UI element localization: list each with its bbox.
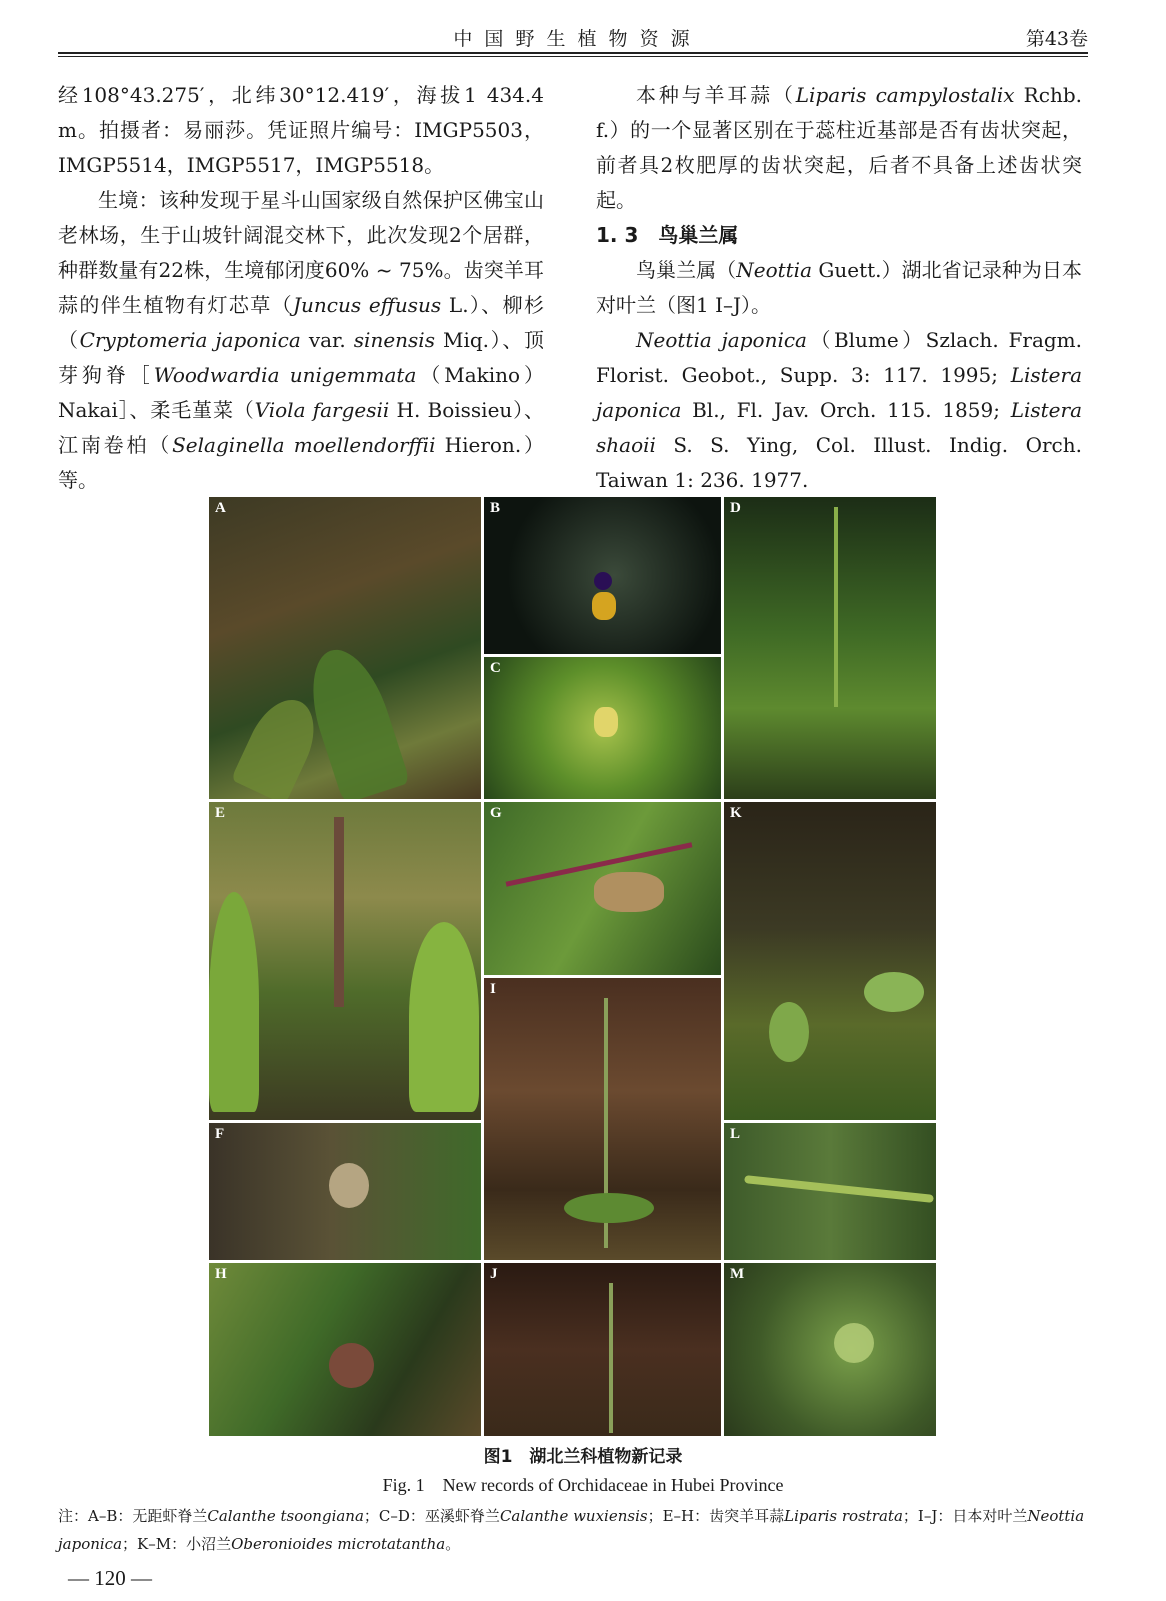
photo-panel-h: [209, 1263, 481, 1436]
photo-panel-k: [724, 802, 936, 1120]
photo-panel-i: [484, 978, 721, 1260]
panel-label: J: [490, 1266, 498, 1282]
journal-title: 中 国 野 生 植 物 资 源: [453, 28, 693, 50]
figure-caption-chinese: 图1 湖北兰科植物新记录: [483, 1447, 683, 1467]
panel-label: D: [730, 500, 741, 516]
panel-label: L: [730, 1126, 741, 1142]
photo-panel-a: [209, 497, 481, 799]
photo-panel-b: [484, 497, 721, 654]
left-column: [58, 78, 544, 498]
figure-note: 注：A–B：无距虾脊兰Calanthe tsoongiana；C–D：巫溪虾脊兰Calanthe wuxiensis；E–H：齿突羊耳蒜Liparis rostrata；I–J：日本对叶兰Neottia japonica；K–M：小沼兰Oberonioides microtatantha。: [58, 1507, 1085, 1553]
panel-label: H: [215, 1266, 227, 1282]
panel-label: G: [490, 805, 502, 821]
photo-panel-j: [484, 1263, 721, 1436]
paragraph-location: 经108°43.275′，北纬30°12.419′，海拔1 434.4 m。拍摄者：易丽莎。凭证照片编号：IMGP5503，IMGP5514，IMGP5517，IMGP5518。: [58, 83, 544, 177]
photo-panel-f: [209, 1123, 481, 1260]
panel-label: E: [215, 805, 226, 821]
photo-panel-c: [484, 657, 721, 799]
panel-label: K: [730, 805, 742, 821]
photo-panel-g: [484, 802, 721, 975]
running-header: [58, 22, 1088, 52]
panel-label: A: [215, 500, 226, 516]
panel-label: B: [490, 500, 501, 516]
paragraph-citation: Neottia japonica（Blume）Szlach. Fragm. Florist. Geobot., Supp. 3: 117. 1995; Listera japonica Bl., Fl. Jav. Orch. 115. 1859; Listera shaoii S. S. Ying, Col. Illust. Indig. Orch. Taiwan 1: 236. 1977.: [596, 328, 1082, 492]
header-rule-thin: [58, 56, 1088, 57]
photo-panel-d: [724, 497, 936, 799]
panel-label: C: [490, 660, 501, 676]
panel-label: I: [490, 981, 496, 997]
paragraph-genus: 鸟巢兰属（Neottia Guett.）湖北省记录种为日本对叶兰（图1 I–J）。: [596, 258, 1083, 317]
figure-caption-english: Fig. 1 New records of Orchidaceae in Hubei Province: [382, 1475, 784, 1495]
volume-label: 第43卷: [1025, 28, 1088, 50]
photo-panel-l: [724, 1123, 936, 1260]
right-column: [596, 78, 1082, 498]
header-rule: [58, 52, 1088, 54]
paragraph-habitat: 生境：该种发现于星斗山国家级自然保护区佛宝山老林场，生于山坡针阔混交林下，此次发现2个居群，种群数量有22株，生境郁闭度60% ~ 75%。齿突羊耳蒜的伴生植物有灯芯草（Juncus effusus L.）、柳杉（Cryptomeria japonica var. sinensis Miq.）、顶芽狗脊［Woodwardia unigemmata（Makino）Nakai］、柔毛堇菜（Viola fargesii H. Boissieu）、江南卷柏（Selaginella moellendorffii Hieron.）等。: [58, 188, 545, 492]
page-number: — 120 —: [68, 1566, 152, 1590]
paragraph-comparison: 本种与羊耳蒜（Liparis campylostalix Rchb. f.）的一个显著区别在于蕊柱近基部是否有齿状突起，前者具2枚肥厚的齿状突起，后者不具备上述齿状突起。: [596, 83, 1082, 212]
photo-panel-m: [724, 1263, 936, 1436]
photo-panel-e: [209, 802, 481, 1120]
section-heading: 1. 3 鸟巢兰属: [596, 223, 739, 247]
figure-photo-grid: [209, 497, 936, 1436]
panel-label: M: [730, 1266, 745, 1282]
panel-label: F: [215, 1126, 225, 1142]
